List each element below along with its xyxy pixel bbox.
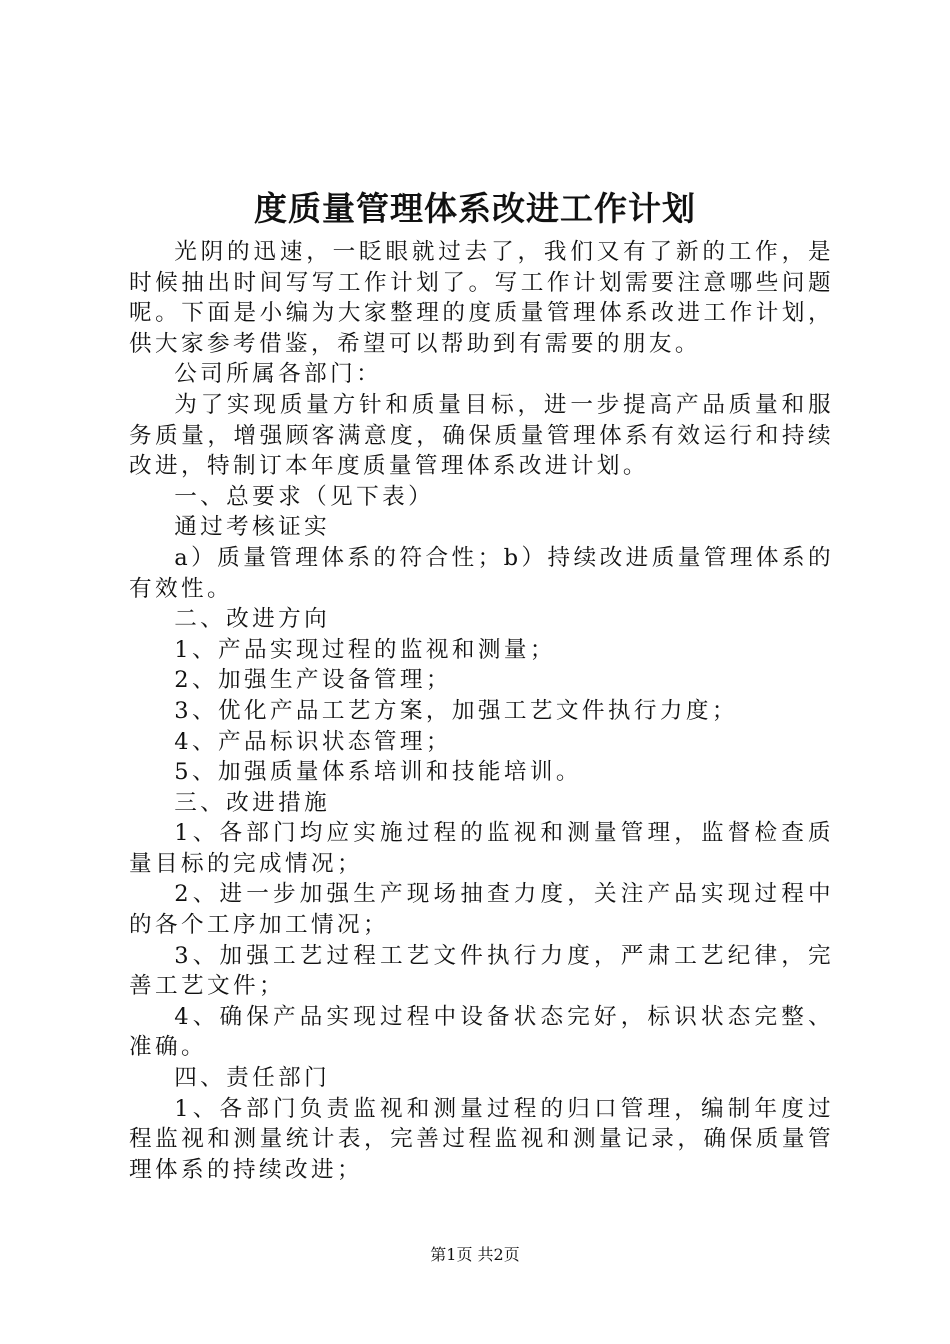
section-heading-general: 一、总要求（见下表） [174,483,435,510]
list-item-direction-1: 1、产品实现过程的监视和测量； [174,636,556,663]
document-body [129,237,834,1185]
list-item-measure-1: 1、各部门均应实施过程的监视和测量管理，监督检查质量目标的完成情况； [129,820,834,877]
list-item-direction-4: 4、产品标识状态管理； [174,728,452,755]
list-item-direction-2: 2、加强生产设备管理； [174,667,452,694]
paragraph-intro: 光阴的迅速，一眨眼就过去了，我们又有了新的工作，是时候抽出时间写写工作计划了。写工作计划需要注意哪些问题呢。下面是小编为大家整理的度质量管理体系改进工作计划，供大家参考借鉴，希望可以帮助到有需要的朋友。 [129,239,834,357]
document-title: 度质量管理体系改进工作计划 [254,189,696,228]
paragraph-purpose: 为了实现质量方针和质量目标，进一步提高产品质量和服务质量，增强顾客满意度，确保质量管理体系有效运行和持续改进，特制订本年度质量管理体系改进计划。 [129,391,834,480]
section-heading-measures: 三、改进措施 [174,789,331,816]
list-item-measure-2: 2、进一步加强生产现场抽查力度，关注产品实现过程中的各个工序加工情况； [129,881,834,939]
list-item-measure-3: 3、加强工艺过程工艺文件执行力度，严肃工艺纪律，完善工艺文件； [129,942,834,1000]
section-heading-direction: 二、改进方向 [174,606,331,633]
list-item-responsibility-1: 1、各部门负责监视和测量过程的归口管理，编制年度过程监视和测量统计表，完善过程监视和测量记录，确保质量管理体系的持续改进； [129,1095,834,1183]
list-item-measure-4: 4、确保产品实现过程中设备状态完好，标识状态完整、准确。 [129,1003,834,1061]
paragraph-verification: 通过考核证实 [174,514,331,541]
paragraph-conformity: a）质量管理体系的符合性；b）持续改进质量管理体系的有效性。 [129,544,834,602]
section-heading-responsibility: 四、责任部门 [174,1065,331,1092]
page-footer: 第1页 共2页 [430,1245,520,1264]
paragraph-salutation: 公司所属各部门： [174,361,383,388]
list-item-direction-3: 3、优化产品工艺方案，加强工艺文件执行力度； [174,697,738,724]
list-item-direction-5: 5、加强质量体系培训和技能培训。 [174,759,582,786]
